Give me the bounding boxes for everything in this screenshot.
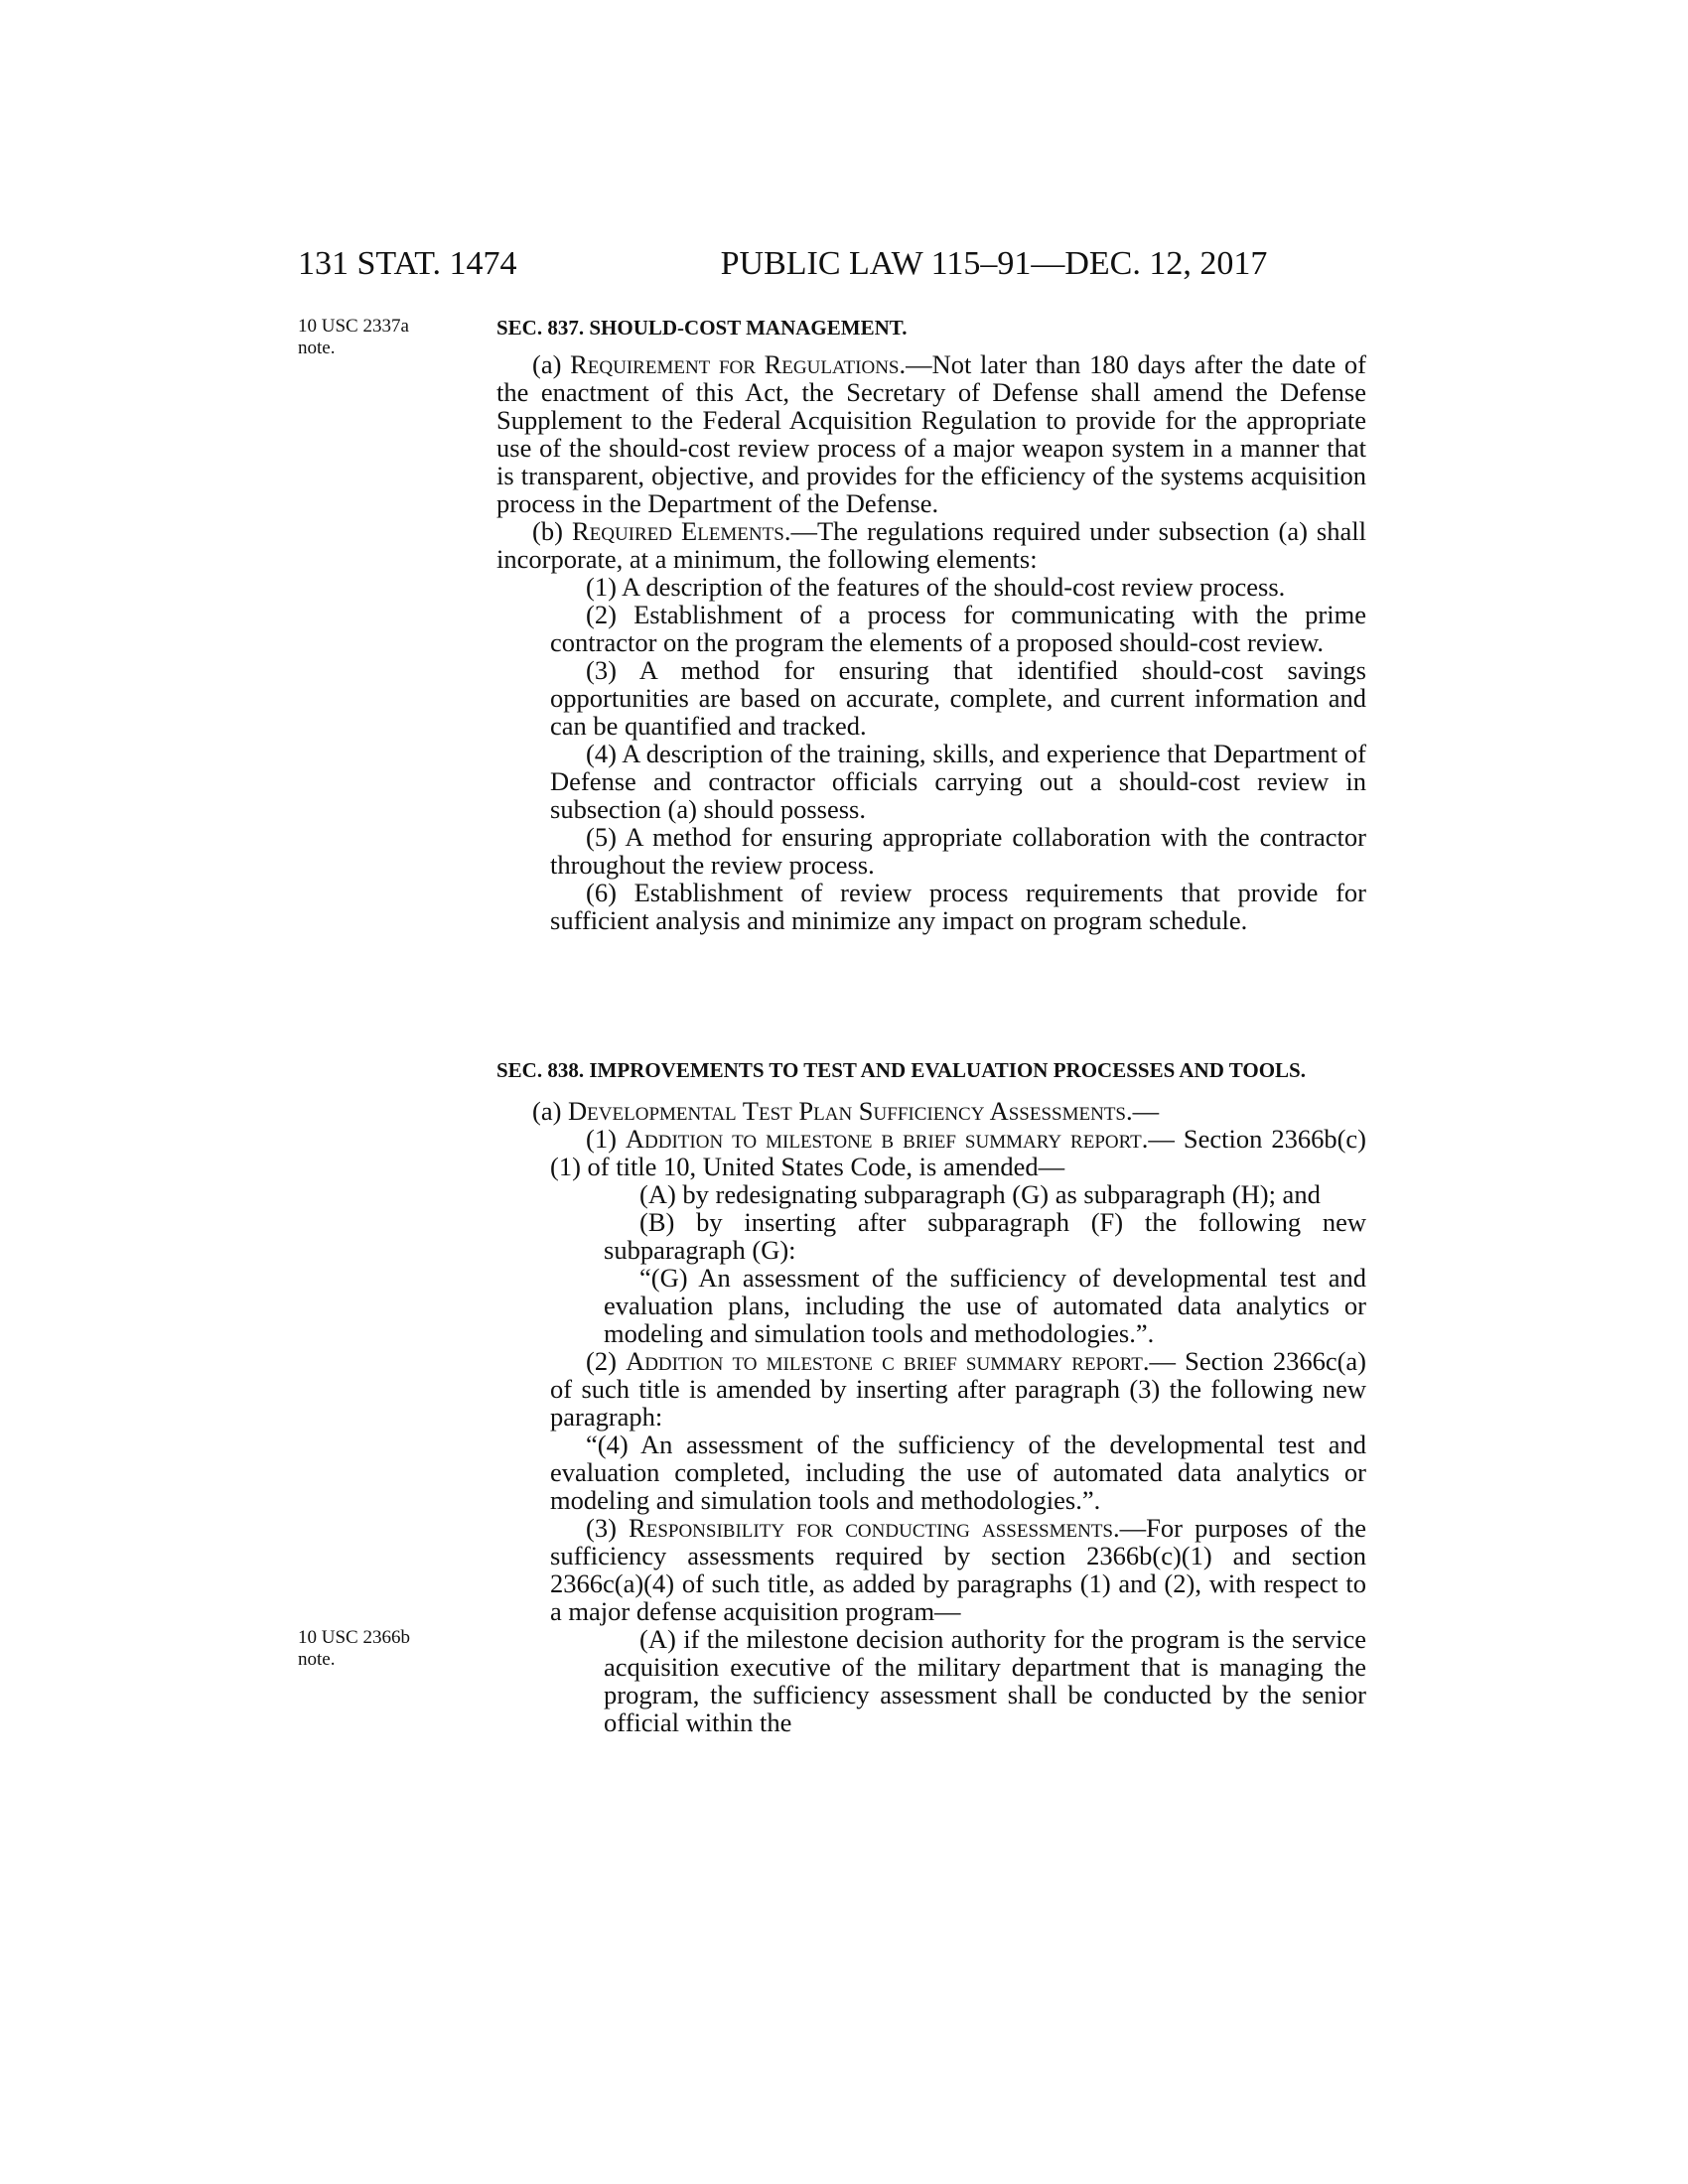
subparagraph-a: (A) if the milestone decision authority for the program is the service acquisition executive of the military department that is managing the program, the sufficiency assessment shall be conducted by the senior official within the xyxy=(604,1624,1366,1737)
margin-note xyxy=(298,1627,472,1671)
section-837 xyxy=(496,316,1366,934)
paragraph-item: (5) A method for ensuring appropriate collaboration with the contractor throughout the review process. xyxy=(550,822,1366,880)
page-citation: 131 STAT. 1474 xyxy=(298,245,517,282)
subsection-b: (b) Required Elements.—The regulations required under subsection (a) shall incorporate, at a minimum, the following elements: xyxy=(496,516,1366,574)
quoted-text: “(G) An assessment of the sufficiency of developmental test and evaluation plans, including the use of automated data analytics or modeling and simulation tools and methodologies.”. xyxy=(604,1263,1366,1348)
section-heading: SEC. 837. SHOULD-COST MANAGEMENT. xyxy=(496,316,908,340)
paragraph-item: (2) Establishment of a process for communicating with the prime contractor on the program the elements of a proposed should-cost review. xyxy=(550,600,1366,657)
subparagraph-b: (B) by inserting after subparagraph (F) the following new subparagraph (G): xyxy=(604,1207,1366,1265)
paragraph-3: (3) Responsibility for conducting assessments.—For purposes of the sufficiency assessments required by section 2366b(c)(1) and section 2366c(a)(4) of such title, as added by paragraphs (1) and (2), with respect to a major defense acquisition program— xyxy=(550,1513,1366,1626)
margin-note-suffix: note. xyxy=(298,338,336,358)
paragraph-2: (2) Addition to milestone c brief summary report.— Section 2366c(a) of such title is amended by inserting after paragraph (3) the following new paragraph: xyxy=(550,1346,1366,1432)
paragraph-item: (6) Establishment of review process requirements that provide for sufficient analysis and minimize any impact on program schedule. xyxy=(550,878,1366,935)
law-title: PUBLIC LAW 115–91—DEC. 12, 2017 xyxy=(720,245,1268,282)
section-heading: SEC. 838. IMPROVEMENTS TO TEST AND EVALUATION PROCESSES AND TOOLS. xyxy=(496,1058,1306,1082)
margin-note-cite: 10 USC 2337a xyxy=(298,316,409,337)
margin-note-suffix: note. xyxy=(298,1649,336,1670)
margin-note xyxy=(298,316,472,359)
paragraph-1: (1) Addition to milestone b brief summary report.— Section 2366b(c)(1) of title 10, United States Code, is amended— xyxy=(550,1124,1366,1181)
section-838 xyxy=(496,1058,1366,1736)
subsection-a: (a) Requirement for Regulations.—Not later than 180 days after the date of the enactment of this Act, the Secretary of Defense shall amend the Defense Supplement to the Federal Acquisition Regulation to provide for the appropriate use of the should-cost review process of a major weapon system in a manner that is transparent, objective, and provides for the efficiency of the systems acquisition process in the Department of the Defense. xyxy=(496,349,1366,518)
subparagraph-a: (A) by redesignating subparagraph (G) as subparagraph (H); and xyxy=(639,1179,1321,1209)
subsection-a: (a) Developmental Test Plan Sufficiency Assessments.— xyxy=(532,1096,1160,1126)
quoted-text: “(4) An assessment of the sufficiency of the developmental test and evaluation completed, including the use of automated data analytics or modeling and simulation tools and methodologies.”. xyxy=(550,1430,1366,1515)
margin-note-cite: 10 USC 2366b xyxy=(298,1627,410,1648)
paragraph-item: (3) A method for ensuring that identified should-cost savings opportunities are based on accurate, complete, and current information and can be quantified and tracked. xyxy=(550,655,1366,741)
paragraph-item: (4) A description of the training, skills, and experience that Department of Defense and contractor officials carrying out a should-cost review in subsection (a) should possess. xyxy=(550,739,1366,824)
paragraph-item: (1) A description of the features of the should-cost review process. xyxy=(586,572,1286,602)
